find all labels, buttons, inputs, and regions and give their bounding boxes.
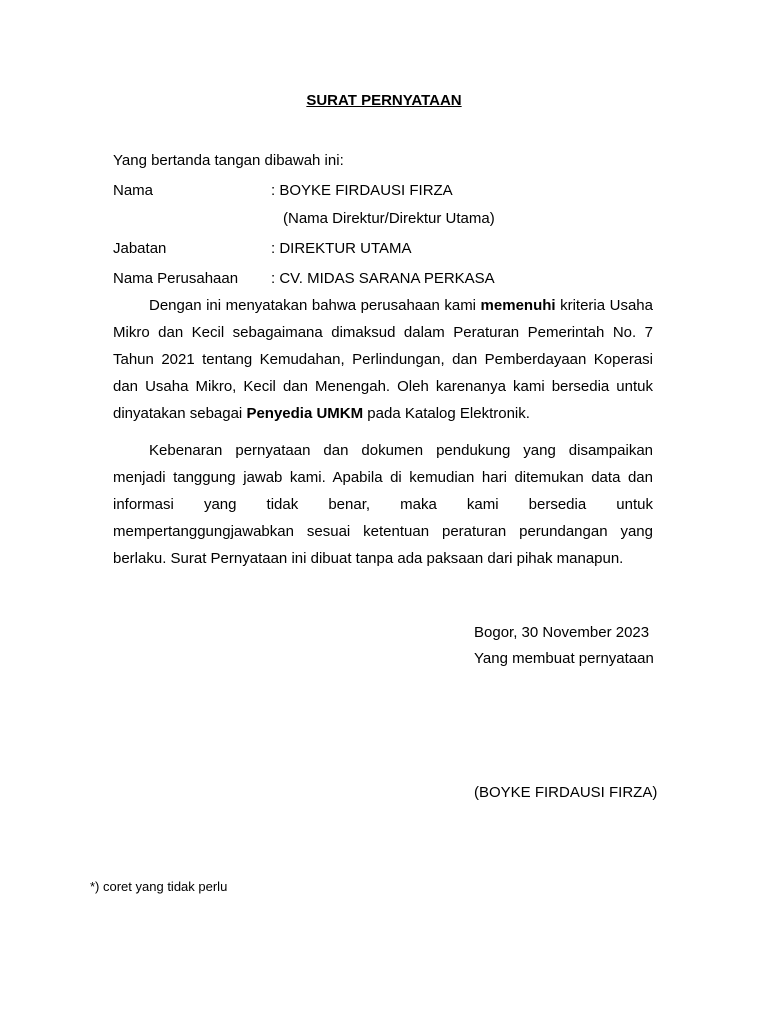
perusahaan-label: Nama Perusahaan xyxy=(113,270,239,287)
signature-role: Yang membuat pernyataan xyxy=(474,650,654,667)
paragraph-statement-part2: kriteria Usaha Mikro dan Kecil sebagaimana dimaksud dalam Peraturan Pemerintah No. 7 Tahun 2021 tentang Kemudahan, Perlindungan, dan Pemberdayaan Koperasi dan Usaha Mikro, Kecil dan Menengah. Oleh karenanya kami bersedia untuk dinyatakan sebagai xyxy=(113,297,653,422)
document-title: SURAT PERNYATAAN xyxy=(306,92,462,109)
jabatan-label: Jabatan xyxy=(113,240,167,257)
paragraph-statement-part1: Dengan ini menyatakan bahwa perusahaan kami xyxy=(149,297,481,314)
paragraph-responsibility: Kebenaran pernyataan dan dokumen pendukung yang disampaikan menjadi tanggung jawab kami. Apabila di kemudian hari ditemukan data dan informasi yang tidak benar, maka kami bersedia untuk mempertanggungjawabkan sesuai ketentuan peraturan perundangan yang berlaku. Surat Pernyataan ini dibuat tanpa ada paksaan dari pihak manapun. xyxy=(113,442,653,567)
paragraph-statement-bold1: memenuhi xyxy=(480,297,556,314)
signature-place-date: Bogor, 30 November 2023 xyxy=(474,624,650,641)
paragraph-statement-part3: pada Katalog Elektronik. xyxy=(363,405,530,422)
field-row-perusahaan xyxy=(0,270,768,290)
jabatan-value: : DIREKTUR UTAMA xyxy=(271,240,412,257)
intro-text: Yang bertanda tangan dibawah ini: xyxy=(113,152,344,169)
nama-label: Nama xyxy=(113,182,154,199)
field-row-jabatan xyxy=(0,240,768,260)
paragraph-statement xyxy=(113,292,653,427)
field-row-nama xyxy=(0,182,768,202)
nama-note: (Nama Direktur/Direktur Utama) xyxy=(283,210,495,227)
footnote: *) coret yang tidak perlu xyxy=(90,879,228,894)
nama-value: : BOYKE FIRDAUSI FIRZA xyxy=(271,182,453,199)
perusahaan-value: : CV. MIDAS SARANA PERKASA xyxy=(271,270,495,287)
paragraph-statement-bold2: Penyedia UMKM xyxy=(246,405,364,422)
signature-name: (BOYKE FIRDAUSI FIRZA) xyxy=(474,784,658,801)
